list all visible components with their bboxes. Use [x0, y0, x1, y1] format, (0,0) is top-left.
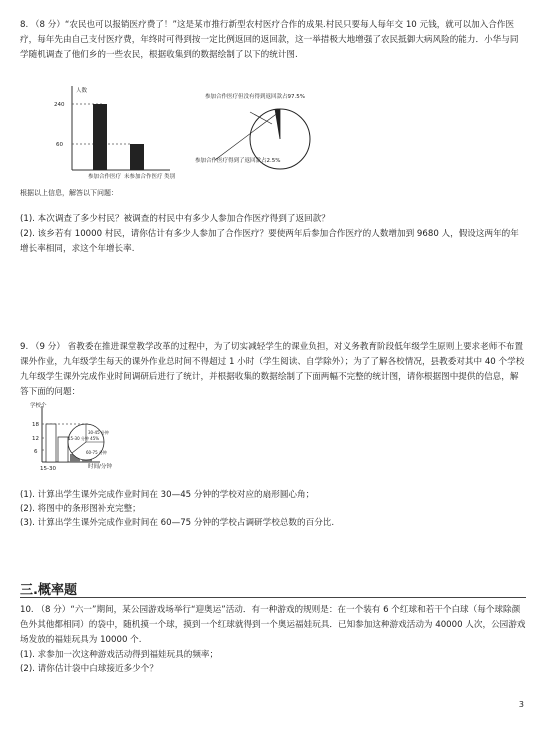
q9-tick-12: 12 [32, 436, 39, 442]
q8-tick-240: 240 [54, 102, 65, 108]
q8-bar-1 [130, 144, 144, 170]
q9-sub3: (3). 计算出学生课外完成作业时间在 60—75 分钟的学校占调研学校总数的百分比. [20, 518, 335, 528]
q8-x-label: 类别 [164, 174, 176, 180]
q9-bar-0 [46, 424, 56, 462]
q10-text: 10. （8 分）“六一”期间，某公园游戏场举行“迎奥运”活动．有一种游戏的规则是：在一个装有 6 个红球和若干个白球（每个球除颜色外其他都相同）的袋中，随机摸一个球，摸到一个红球就得到一个奥运福娃玩具．已知参加这种游戏活动为 40000 人次，公园游戏场发放的福娃玩具为 10000 个. [20, 605, 526, 645]
q9-text: 9. （9 分） 省教委在推进课堂教学改革的过程中，为了切实减轻学生的课业负担，对义务教育阶段低年级学生原则上要求老师不布置课外作业，九年级学生每天的课外作业总时间不得超过 1 小时（学生阅读、自学除外）；为了了解各校情况，县教委对其中 40 个学校九年级学生课外完成作业时间调研后进行了统计，并根据收集的数据绘制了下面两幅不完整的统计图，请你根据图中提供的信息，解答下面的问题： [20, 342, 525, 397]
q9-y-label: 学校个 [30, 403, 47, 409]
q8-bar-chart [40, 82, 190, 182]
q9-sub1: (1). 计算出学生课外完成作业时间在 30—45 分钟的学校对应的扇形圆心角； [20, 490, 315, 500]
section-title: 三.概率题 [20, 583, 77, 598]
q8-text: 8. （8 分）“农民也可以报销医疗费了！”这是某市推行新型农村医疗合作的成果.村民只要每人每年交 10 元钱，就可以加入合作医疗，每年先由自己支付医疗费，年终时可得到按一定比例返回的返回款，这一举措极大地增强了农民抵御大病风险的能力．小华与同学随机调查了他们乡的一些农民，根据收集到的数据绘制了以下的统计图. [20, 20, 519, 60]
q9-cat-label: 15-30 [40, 466, 56, 472]
q9-x-label: 时间/分钟 [88, 464, 112, 470]
page-number: 3 [518, 700, 524, 709]
q9-tick-18: 18 [32, 422, 39, 428]
q8-y-label: 人数 [76, 88, 88, 94]
q8-bar-0 [93, 104, 107, 170]
q9-pie-label-2: 60-75 分钟 [86, 450, 107, 455]
q8-note: 根据以上信息，解答以下问题： [20, 189, 118, 197]
q8-cat-0: 参加合作医疗 [88, 174, 122, 180]
q9-pie-chart [64, 420, 124, 470]
q8-pie-label-0: 参加合作医疗得到了返回款占2.5% [195, 158, 281, 164]
q9-pie-label-0: 30-45 分钟 [88, 430, 109, 435]
q8-pie-chart [195, 92, 325, 182]
q10-sub1: (1). 求参加一次这种游戏活动得到福娃玩具的频率； [20, 650, 219, 660]
q9-sub2: (2). 将图中的条形图补充完整； [20, 504, 141, 514]
q9-pie-label-1: 15-30 分钟 45% [68, 436, 100, 441]
q8-tick-60: 60 [56, 142, 63, 148]
section-divider [20, 597, 526, 598]
q9-tick-6: 6 [34, 449, 38, 455]
q8-sub1: (1). 本次调查了多少村民？被调查的村民中有多少人参加合作医疗得到了返回款？ [20, 214, 330, 224]
q10-sub2: (2). 请你估计袋中白球接近多少个？ [20, 664, 158, 674]
q8-sub2: (2). 该乡若有 10000 村民，请你估计有多少人参加了合作医疗？要使两年后参加合作医疗的人数增加到 9680 人，假设这两年的年增长率相同，求这个年增长率. [20, 229, 519, 254]
q8-cat-1: 未参加合作医疗 [124, 174, 163, 180]
q8-pie-label-1: 参加合作医疗但没有得到返回款占97.5% [205, 94, 305, 100]
